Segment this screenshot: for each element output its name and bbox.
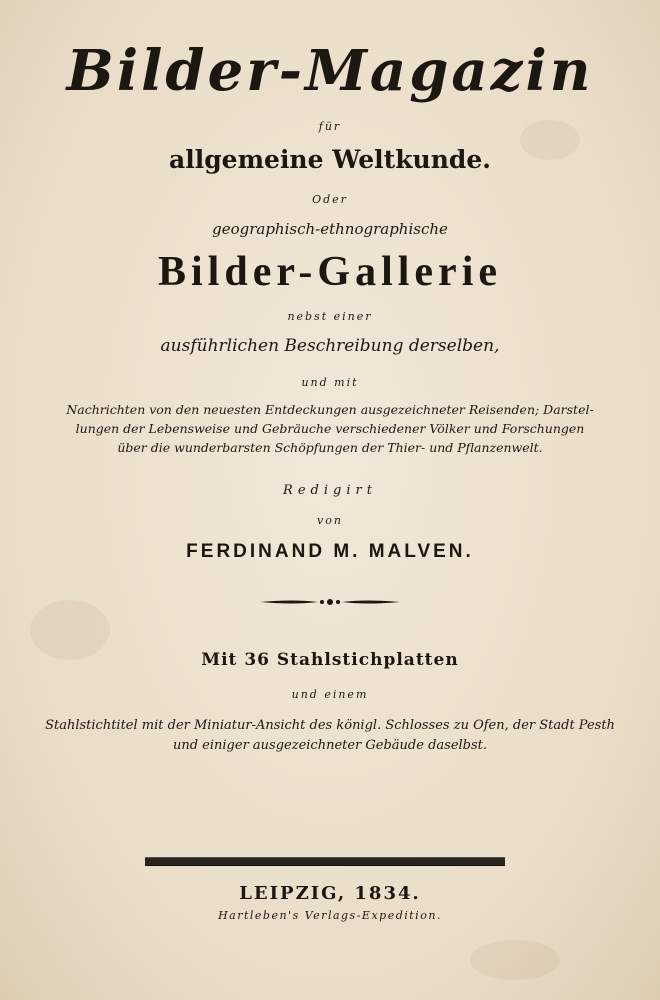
redigirt-label: Redigirt	[283, 483, 377, 498]
geographic-line: geographisch-ethnographische	[212, 220, 448, 238]
publisher: Hartleben's Verlags-Expedition.	[218, 909, 442, 922]
von-label: von	[317, 514, 343, 527]
ornament-divider	[258, 595, 402, 609]
description-line: ausführlichen Beschreibung derselben,	[160, 336, 500, 356]
city-year: LEIPZIG, 1834.	[239, 883, 421, 904]
gallery-title: Bilder-Gallerie	[157, 249, 503, 295]
content-paragraph	[40, 400, 620, 457]
main-title: Bilder-Magazin	[66, 38, 594, 104]
paragraph-line: lungen der Lebensweise und Gebräuche verschiedener Völker und Forschungen	[75, 421, 585, 436]
paper-stain	[470, 940, 560, 980]
paragraph-line: Nachrichten von den neuesten Entdeckungen ausgezeichneter Reisenden; Darstel-	[66, 402, 594, 417]
nebst-label: nebst einer	[287, 310, 373, 323]
paragraph-line: und einiger ausgezeichneter Gebäude daselbst.	[172, 738, 488, 753]
plates-paragraph	[40, 716, 620, 756]
divider-bar	[145, 857, 505, 866]
subtitle: allgemeine Weltkunde.	[169, 145, 491, 174]
fuer-label: für	[318, 120, 342, 133]
oder-label: Oder	[312, 193, 348, 206]
und-einem-label: und einem	[291, 688, 369, 701]
paragraph-line: über die wunderbarsten Schöpfungen der Thier- und Pflanzenwelt.	[117, 440, 543, 455]
plates-line: Mit 36 Stahlstichplatten	[201, 650, 459, 670]
editor-name: FERDINAND M. MALVEN.	[186, 541, 474, 562]
und-mit-label: und mit	[301, 376, 359, 389]
paragraph-line: Stahlstichtitel mit der Miniatur-Ansicht des königl. Schlosses zu Ofen, der Stadt Pesth	[45, 718, 615, 733]
